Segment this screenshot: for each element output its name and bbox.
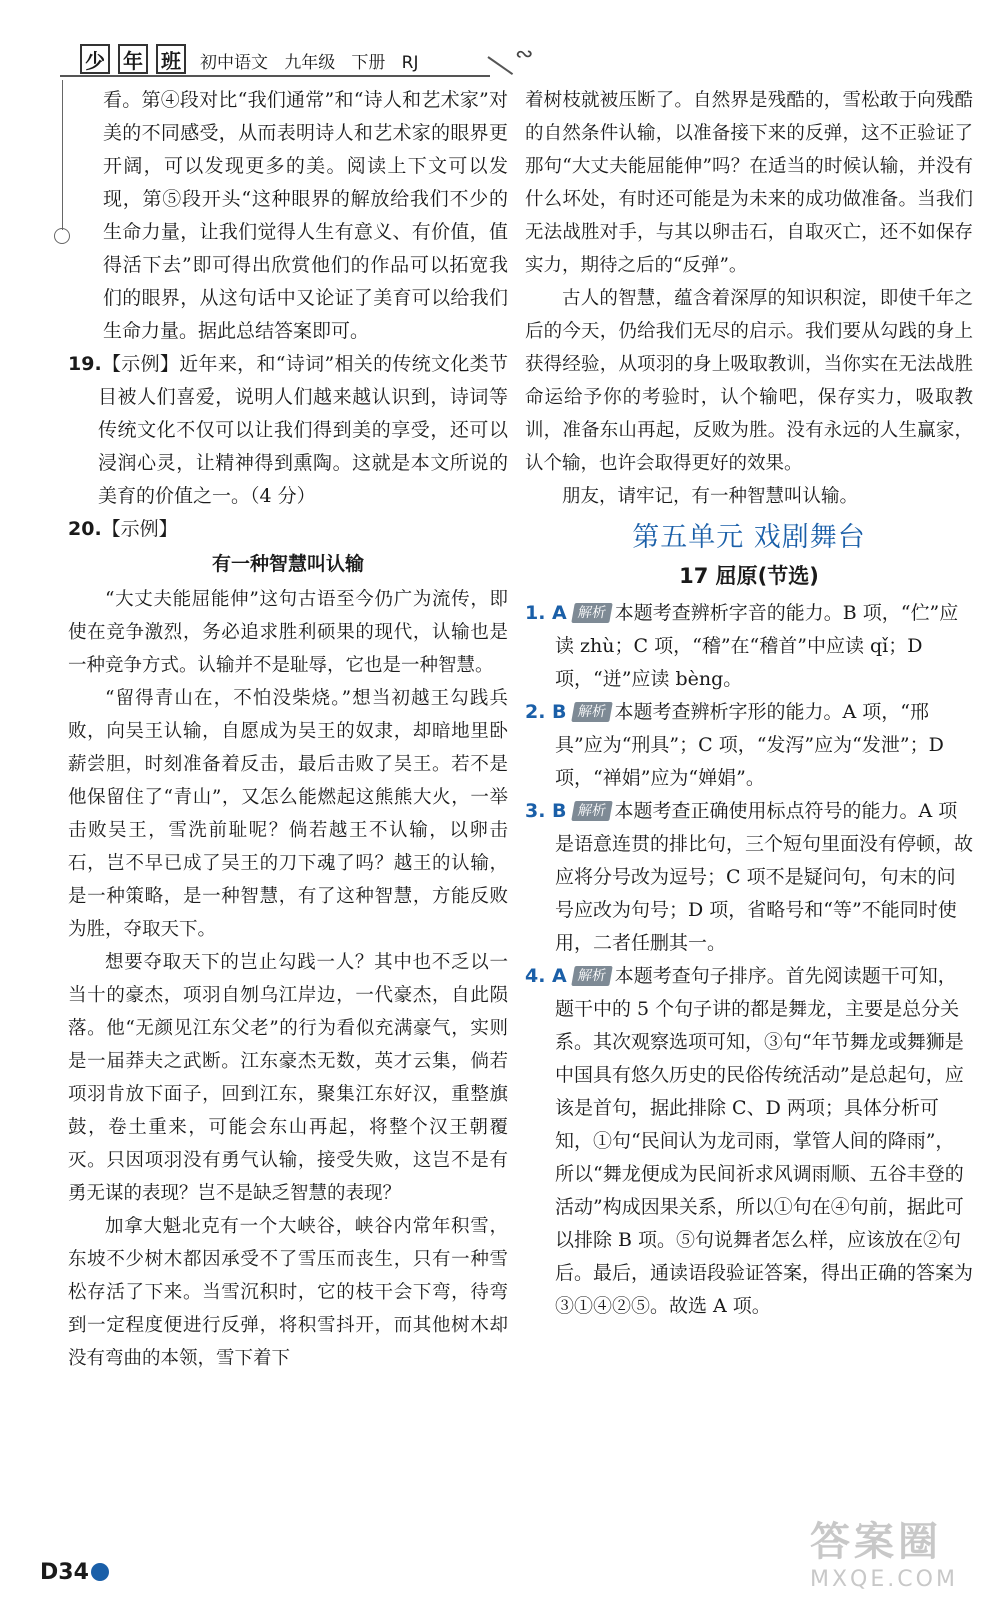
essay-paragraph: 加拿大魁北克有一个大峡谷，峡谷内常年积雪，东坡不少树木都因承受不了雪压而丧生，只有一种雪松存活了下来。当雪沉积时，它的枝干会下弯，待弯到一定程度便进行反弹，将积雪抖开，而其他树木却没有弯曲的本领，雪下着下 xyxy=(68,1216,508,1369)
answer-text: 本题考查句子排序。首先阅读题干可知，题干中的 5 个句子讲的都是舞龙，主要是总分关系。其次观察选项可知，③句“年节舞龙或舞狮是中国具有悠久历史的民俗传统活动”是总起句，应该是首句，据此排除 C、D 两项；具体分析可知，①句“民间认为龙司雨，掌管人间的降雨”，所以“舞龙便成为民间祈求风调雨顺、五谷丰登的活动”构成因果关系，所以①句在④句前，据此可以排除 B 项。⑤句说舞者怎么样，应该放在②句后。最后，通读语段验证答案，得出正确的答案为③①④②⑤。故选 A 项。 xyxy=(555,965,974,1317)
essay-paragraph: “留得青山在，不怕没柴烧。”想当初越王勾践兵败，向吴王认输，自愿成为吴王的奴隶，却暗地里卧薪尝胆，时刻准备着反击，最后击败了吴王。若不是他保留住了“青山”，又怎么能燃起这熊熊大火，一举击败吴王，雪洗前耻呢？倘若越王不认输，以卵击石，岂不早已成了吴王的刀下魂了吗？越王的认输，是一种策略，是一种智慧，有了这种智慧，方能反败为胜，夺取天下。 xyxy=(68,688,508,940)
watermark-url: MXQE.COM xyxy=(810,1567,958,1592)
header-slash xyxy=(487,56,513,75)
q18-continuation: 看。第④段对比“我们通常”和“诗人和艺术家”对美的不同感受，从而表明诗人和艺术家的眼界更开阔，可以发现更多的美。阅读上下文可以发现，第⑤段开头“这种眼界的解放给我们不少的生命力量，让我们觉得人生有意义、有价值，值得活下去”即可得出欣赏他们的作品可以拓宽我们的眼界，从这句话中又论证了美育可以给我们生命力量。据此总结答案即可。 xyxy=(103,89,508,342)
answer-number: 4. A xyxy=(525,965,567,987)
answer-text: 本题考查正确使用标点符号的能力。A 项是语意连贯的排比句，三个短句里面没有停顿，故应将分号改为逗号；C 项不是疑问句，句末的问号应改为句号；D 项，省略号和“等”不能同时使用，二者任删其一。 xyxy=(555,800,974,954)
page-dot-icon xyxy=(91,1563,109,1581)
answer-text: 本题考查辨析字形的能力。A 项，“邢具”应为“刑具”；C 项，“发泻”应为“发泄”；D 项，“禅娟”应为“婵娟”。 xyxy=(555,701,944,789)
answer-number: 3. B xyxy=(525,800,567,822)
essay-paragraph: 朋友，请牢记，有一种智慧叫认输。 xyxy=(562,486,859,507)
essay-paragraph: 想要夺取天下的岂止勾践一人？其中也不乏以一当十的豪杰，项羽自刎乌江岸边，一代豪杰，自此陨落。他“无颜见江东父老”的行为看似充满豪气，实则是一届莽夫之武断。江东豪杰无数，英才云集，倘若项羽肯放下面子，回到江东，聚集江东好汉，重整旗鼓，卷土重来，可能会东山再起，将整个汉王朝覆灭。只因项羽没有勇气认输，接受失败，这岂不是有勇无谋的表现？岂不是缺乏智慧的表现？ xyxy=(68,952,508,1204)
header-rule xyxy=(60,75,490,77)
page-footer xyxy=(40,1560,109,1585)
essay-body-right xyxy=(525,84,973,513)
essay-paragraph: 古人的智慧，蕴含着深厚的知识积淀，即使千年之后的今天，仍给我们无尽的启示。我们要从勾践的身上获得经验，从项羽的身上吸取教训，当你实在无法战胜命运给予你的考验时，认个输吧，保存实力，吸取教训，准备东山再起，反败为胜。没有永远的人生赢家，认个输，也许会取得更好的效果。 xyxy=(525,288,973,474)
q20-label: 【示例】 xyxy=(101,518,178,540)
answer-text: 本题考查辨析字音的能力。B 项，“伫”应读 zhù；C 项，“稽”在“稽首”中应读 qǐ；D 项，“迸”应读 bèng。 xyxy=(555,602,959,690)
answer-item xyxy=(525,597,973,696)
essay-body-left xyxy=(68,583,508,1375)
answer-item xyxy=(525,696,973,795)
q19-text: 【示例】近年来，和“诗词”相关的传统文化类节目被人们喜爱，说明人们越来越认识到，诗词等传统文化不仅可以让我们得到美的享受，还可以浸润心灵，让精神得到熏陶。这就是本文所说的美育的价值之一。（4 分） xyxy=(98,353,508,507)
answer-number: 1. A xyxy=(525,602,567,624)
left-column xyxy=(68,84,508,1375)
essay-paragraph: 着树枝就被压断了。自然界是残酷的，雪松敢于向残酷的自然条件认输，以准备接下来的反弹，这不正验证了那句“大丈夫能屈能伸”吗？在适当的时候认输，并没有什么坏处，有时还可能是为未来的成功做准备。当我们无法战胜对手，与其以卵击石，自取灭亡，还不如保存实力，期待之后的“反弹”。 xyxy=(525,90,973,276)
snail-icon: ∾ xyxy=(515,42,534,67)
right-column xyxy=(525,84,973,1323)
answer-item xyxy=(525,960,973,1323)
q19-number: 19. xyxy=(68,353,102,375)
analysis-badge: 解析 xyxy=(571,966,613,986)
q20-number: 20. xyxy=(68,518,102,540)
book-info: 初中语文 九年级 下册 RJ xyxy=(200,53,419,73)
page-header xyxy=(60,42,534,82)
answer-20 xyxy=(68,513,508,546)
page-number: D34 xyxy=(40,1560,89,1585)
watermark-top: 答案圈 xyxy=(810,1519,942,1565)
brand-char-2: 年 xyxy=(118,44,148,74)
brand-char-1: 少 xyxy=(80,44,110,74)
analysis-badge: 解析 xyxy=(571,702,613,722)
answer-19 xyxy=(68,348,508,513)
unit-title: 第五单元 戏剧舞台 xyxy=(632,522,866,553)
answer-item xyxy=(525,795,973,960)
watermark xyxy=(810,1510,1000,1595)
essay-title: 有一种智慧叫认输 xyxy=(211,553,364,575)
margin-line xyxy=(62,80,63,230)
lesson-title: 17 屈原(节选) xyxy=(679,564,819,588)
essay-paragraph: “大丈夫能屈能伸”这句古语至今仍广为流传，即使在竞争激烈，务必追求胜利硕果的现代，认输也是一种竞争方式。认输并不是耻辱，它也是一种智慧。 xyxy=(68,589,508,676)
analysis-badge: 解析 xyxy=(571,603,613,623)
brand-char-3: 班 xyxy=(156,44,186,74)
answer-number: 2. B xyxy=(525,701,567,723)
analysis-badge: 解析 xyxy=(571,801,613,821)
